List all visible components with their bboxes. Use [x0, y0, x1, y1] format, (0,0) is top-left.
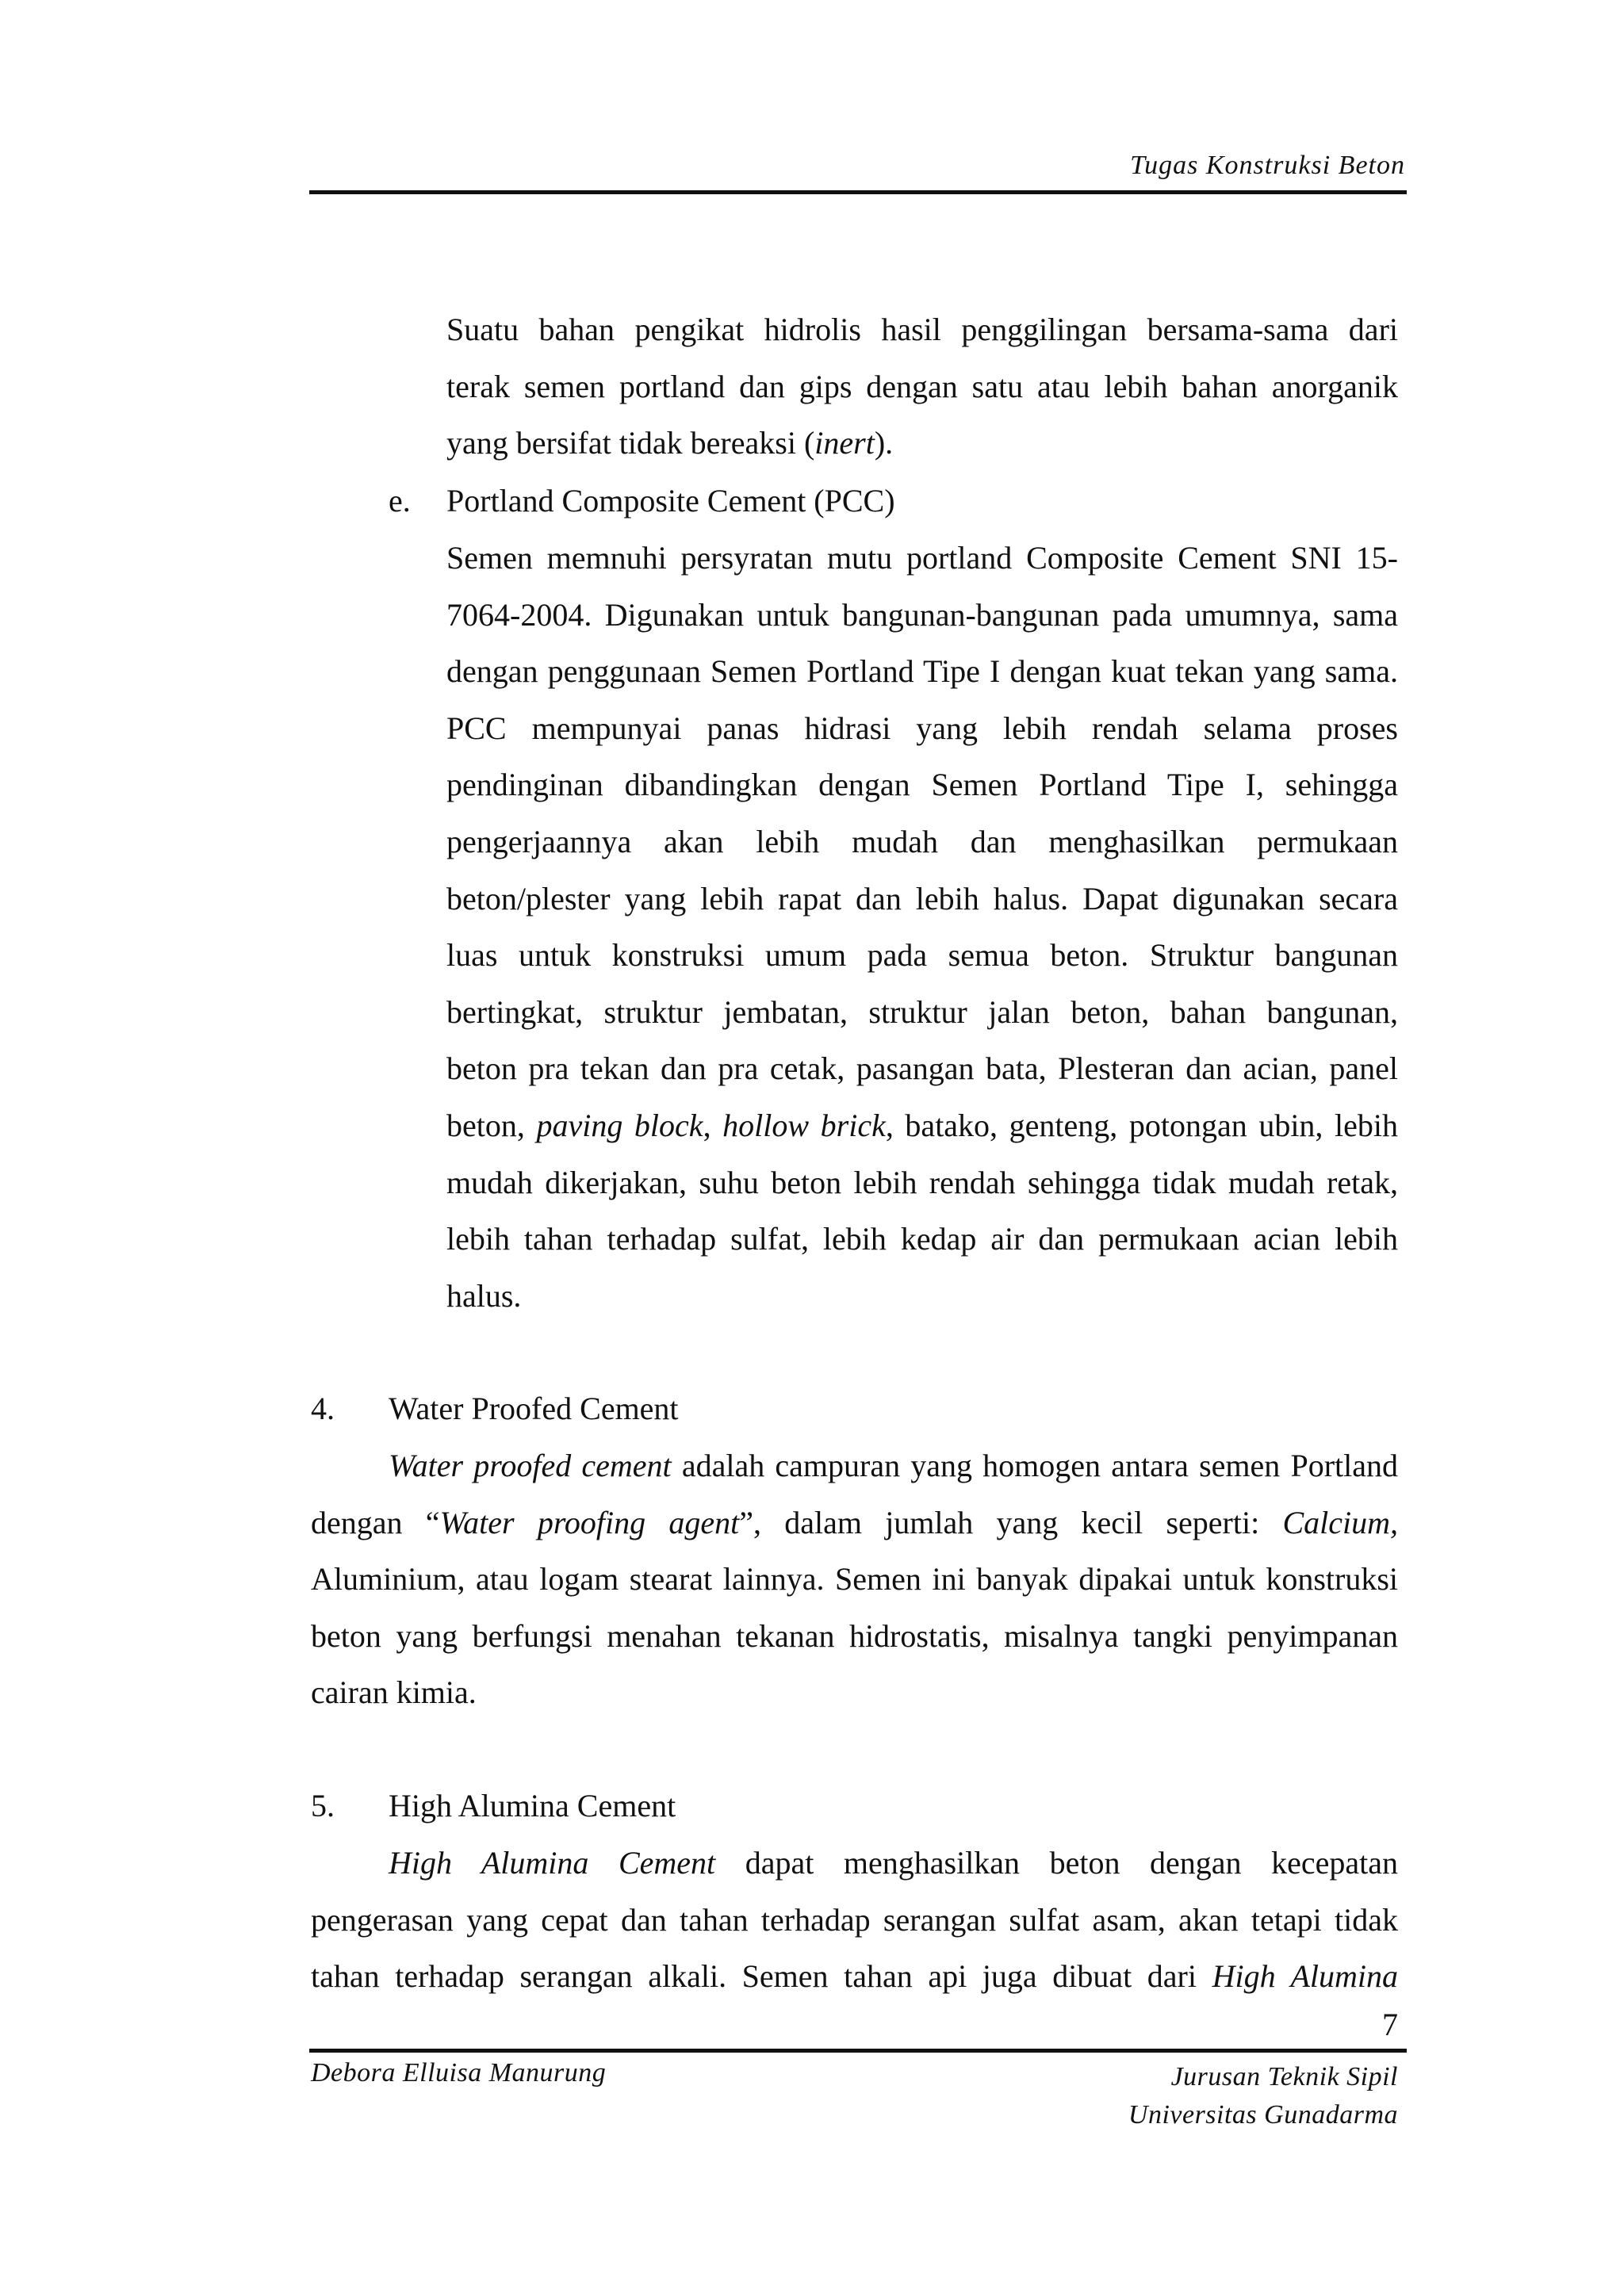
text-line: Water proofed cement adalah campuran yang homogen antara semen Portland [389, 1448, 1399, 1483]
text-line: yang bersifat tidak bereaksi (inert). [446, 425, 894, 461]
continuation-paragraph [446, 301, 1398, 472]
text-line: halus. [446, 1277, 522, 1314]
item-e-title: Portland Composite Cement (PCC) [446, 483, 895, 519]
text-line: beton pra tekan dan pra cetak, pasangan bata, Plesteran dan acian, panel [446, 1050, 1398, 1087]
section-5-number: 5. [311, 1788, 335, 1823]
text-line: Semen memnuhi persyratan mutu portland Composite Cement SNI 15- [446, 540, 1398, 576]
page-number: 7 [1382, 2007, 1398, 2042]
text-line: dengan penggunaan Semen Portland Tipe I dengan kuat tekan yang sama. [446, 653, 1398, 690]
text-line: 7064-2004. Digunakan untuk bangunan-bangunan pada umumnya, sama [446, 596, 1398, 633]
list-item-e [389, 473, 411, 530]
text-line: Suatu bahan pengikat hidrolis hasil penggilingan bersama-sama dari [446, 312, 1398, 347]
item-e-paragraph [446, 530, 1398, 1324]
text-line: beton yang berfungsi menahan tekanan hidrostatis, misalnya tangki penyimpanan [311, 1617, 1398, 1654]
section-5-title: High Alumina Cement [389, 1788, 676, 1823]
footer-author: Debora Elluisa Manurung [311, 2058, 607, 2087]
text-line: lebih tahan terhadap sulfat, lebih kedap air dan permukaan acian lebih [446, 1221, 1398, 1257]
section-4-paragraph [311, 1437, 1398, 1721]
text-line: dengan “Water proofing agent”, dalam jumlah yang kecil seperti: Calcium, [311, 1504, 1398, 1540]
text-line: High Alumina Cement dapat menghasilkan beton dengan kecepatan [389, 1845, 1398, 1881]
footer-affiliation [1031, 2058, 1398, 2134]
header-rule [309, 190, 1407, 194]
text-line: mudah dikerjakan, suhu beton lebih rendah sehingga tidak mudah retak, [446, 1164, 1398, 1200]
section-4-title: Water Proofed Cement [389, 1391, 679, 1426]
footer-department: Jurusan Teknik Sipil [1170, 2062, 1398, 2091]
list-marker: e. [389, 483, 411, 519]
text-line: beton, paving block, hollow brick, batako, genteng, potongan ubin, lebih [446, 1107, 1399, 1143]
text-line: pengerasan yang cepat dan tahan terhadap serangan sulfat asam, akan tetapi tidak [311, 1901, 1398, 1938]
section-5-paragraph [311, 1835, 1398, 2005]
text-line: PCC mempunyai panas hidrasi yang lebih rendah selama proses [446, 710, 1398, 746]
footer-rule [309, 2049, 1407, 2053]
footer-university: Universitas Gunadarma [1128, 2100, 1398, 2130]
text-line: pengerjaannya akan lebih mudah dan menghasilkan permukaan [446, 823, 1398, 859]
text-line: tahan terhadap serangan alkali. Semen tahan api juga dibuat dari High Alumina [311, 1958, 1399, 1995]
text-line: terak semen portland dan gips dengan satu atau lebih bahan anorganik [446, 368, 1398, 404]
page-header: Tugas Konstruksi Beton [1130, 151, 1405, 180]
text-line: beton/plester yang lebih rapat dan lebih halus. Dapat digunakan secara [446, 880, 1398, 916]
text-line: cairan kimia. [311, 1674, 477, 1711]
text-line: bertingkat, struktur jembatan, struktur jalan beton, bahan bangunan, [446, 993, 1398, 1030]
text-line: Aluminium, atau logam stearat lainnya. Semen ini banyak dipakai untuk konstruksi [311, 1561, 1398, 1598]
text-line: pendinginan dibandingkan dengan Semen Portland Tipe I, sehingga [446, 767, 1398, 803]
section-4-number: 4. [311, 1391, 335, 1426]
text-line: luas untuk konstruksi umum pada semua beton. Struktur bangunan [446, 937, 1398, 974]
